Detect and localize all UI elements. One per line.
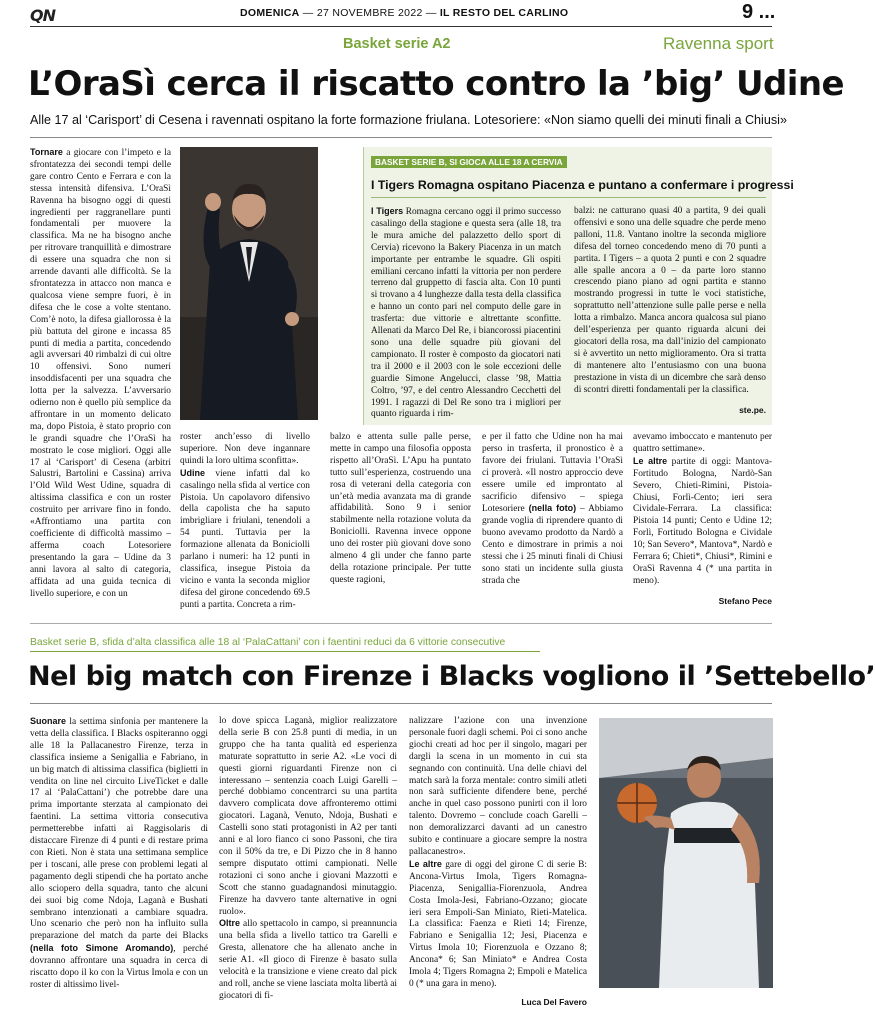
box-lead-word: I Tigers [371,206,404,216]
article1-col5-lead: Le altre [633,455,668,466]
article1-col1-text: a giocare con l’impeto e la sfrontatezza dei secondi tempi delle gare contro Cento e Ferrara e con la stessa intensità difensiva. L’OraSì Ravenna ha bisogno oggi di questi ingredienti per raggranellare punti fondamentali per muovere la classifica. Ma ne ha bisogno anche per ritrovare tranquillità e dimostrare di essere una squadra che non si arrende davanti alle difficoltà. Se la sfrontatezza in attacco non manca e qualcosa viene sempre fuori, è in difesa che le cose a volte stentano. Com’è noto, la difesa giallorossa è la più battuta del girone e incassa 85 punti di media a partita, concedendo agli avversari 40 rimbalzi di cui oltre 10 offensivi. Sono numeri insoddisfacenti per una squadra che lotta per la salvezza. L’avversario odierno non è quello più semplice da affrontare in un momento delicato ma, dopo Pistoia, è stato proprio con le grandi squadre che l’OraSì ha mostrato le cose migliori. Oggi alle 17 al ‘Carisport’ di Cesena (arbitri Salustri, Bartolini e Cassina) arriva l’Old Wild West Udine, squadra di altissima classifica e con un roster costruito per arrivare fino in fondo. «Affrontiamo una partita con coefficiente di difficoltà massimo – afferma coach Lotesoriere presentando la gara – Udine da 3 anni lavora al salto di categoria, affidata ad una guida tecnica di livello superiore, e con un [30,148,171,599]
article1-col2b-text: viene infatti dal ko casalingo nella sfida al vertice con Pistoia. Un capolavoro difensivo della capolista che ha saputo imbrigliare i friulani, tenendoli a 54 punti. Tuttavia per la formazione allenata da Boniciolli parlano i numeri: ha 12 punti in classifica, insegue Pistoia da vicino e vanta la seconda miglior difesa del girone concedendo 69.5 punti a partita. Concreta a rim- [180,468,310,610]
player-photo-graphic [599,718,773,988]
box-column-1 [371,206,561,421]
article1-subtitle: Alle 17 al ‘Carisport’ di Cesena i ravennati ospitano la forte formazione friulana. Lotesoriere: «Non siamo quelli dei minuti finali a Chiusi» [30,113,787,127]
section-label: Basket serie A2 [343,36,451,52]
article2-kicker: Basket serie B, sfida d’alta classifica alle 18 al ‘PalaCattani’ con i faentini reduci da 6 vittorie consecutive [30,637,506,648]
article2-col1b-text: , perché dovranno affrontare una squadra in cerca di riscatto dopo il ko con la Virtus Imola e con un roster di altissimo livel- [30,944,209,990]
article2-col3-lead: Le altre [409,858,442,869]
newspaper-logo: QN [30,6,55,25]
article1-col4a-text: e per il fatto che Udine non ha mai perso in trasferta, il pronostico è a favore dei friulani. Tuttavia l’OraSì ci proverà. «Il nostro approccio deve essere umile ed improntato al sacrificio difensivo – spiega Lotesoriere [482,432,623,515]
article1-headline: L’OraSì cerca il riscatto contro la ’big’ Udine [28,64,844,104]
article1-col5b-text: partite di oggi: Mantova-Fortitudo Bologna, Nardò-San Severo, Chieti-Rimini, Pistoia-Chiusi, Forlì-Cento; ieri sera Cividale-Ferrara. La classifica: Pistoia 14 punti; Cento e Udine 12; Forlì, Fortitudo Bologna e Cividale 10; San Severo*, Mantova*, Nardò e Ferrara 6; Chieti*, Chiusi*, Rimini e OraSì Ravenna 4 (* una partita in meno). [633,456,773,586]
article2-col2-lead: Oltre [219,918,241,929]
dateline-day: DOMENICA [240,7,300,19]
article2-divider [30,703,772,704]
dateline-dash: — [302,7,314,19]
article1-col2-lead: Udine [180,467,206,478]
article2-col2a-text: lo dove spicca Laganà, miglior realizzatore della serie B con 25.8 punti di media, in un gruppo che ha tanta qualità ed esperienza maturate soprattutto in serie A2. «Le voci di questi giorni riguardanti Firenze non ci interessano – sentenzia coach Luigi Garelli – perché dobbiamo concentrarci su una partita davvero complicata dove affronteremo ottimi giocatori. Laganà, Venuto, Ndoja, Bushati e Castelli sono stati protagonisti in A2 per tanti anni e al loro fianco ci sono Passoni, che tira con il 50% da tre, e Di Pizzo che in 8 hanno sempre disputato ottimi campionati. Nelle rotazioni ci sono anche i giovani Mazzotti e Scott che stanno guadagnandosi minutaggio. Firenze ha davvero tante alternative in ogni ruolo». [219,716,397,917]
article1-col3-text: balzo e attenta sulle palle perse, mette in campo una filosofia opposta rispetto all’OraSì. L’Apu ha puntato tutto sull’esperienza, costruendo una rosa di veterani della categoria con un’età media avanzata ma di grande affidabilità. Sono 9 i senior stabilmente nella rotazione voluta da Boniciolli. Ravenna invece oppone uno dei roster più giovani dove sono almeno 4 gli under che fanno parte della rotazione principale. Per tutte queste ragioni, [330,432,471,585]
article1-photo-ref: (nella foto) [528,503,577,514]
article2-column-3 [409,716,587,1009]
article1-divider [30,137,772,138]
article2-photo-ref: (nella foto Simone Aromando) [30,943,174,954]
article1-column-4 [482,432,623,588]
dateline [240,7,568,19]
article1-column-1 [30,147,171,600]
article1-lead-word: Tornare [30,147,63,157]
box-headline: I Tigers Romagna ospitano Piacenza e puntano a confermare i progressi [371,178,794,192]
box-signature: ste.pe. [739,404,766,415]
coach-photo [180,147,318,420]
article2-lead-word: Suonare [30,716,67,726]
article1-col2a-text: roster anch’esso di livello superiore. Non deve ingannare quindi la loro ultima sconfitta». [180,432,310,466]
article2-col1a-text: la settima sinfonia per mantenere la vetta della classifica. I Blacks ospiteranno oggi alle 18 la Pallacanestro Firenze, terza in classifica insieme a Senigallia e Fabriano, in un big match di altissima classifica (biglietti in vendita on line nel circuito LiveTicket e dalle 17 al ‘PalaCattani’) che potrebbe dare una prima importante sterzata al campionato dei faentini. La settima vittoria consecutiva permetterebbe infatti ai Raggisolaris di distaccare Firenze di 4 punti e di restare prima con Rieti. Non è stata una settimana semplice per i toscani, alle prese con problemi legati al pagamento degli stipendi che ha portato anche allo sciopero della squadra, tanto che alcuni dei suoi big come Ndoja, Laganà e Bushati sembrano intenzionati a cambiare squadra. Uno scenario che però non ha influito sulla preparazione del match da parte dei Blacks [30,717,208,942]
box-colA-text: Romagna cercano oggi il primo successo casalingo della stagione e questa sera (alle 18, tra le mura amiche del palazzetto dello sport di Cervia) ricevono la Bakery Piacenza in un match importante per entrambe le squadre. Gli ospiti emiliani cercano infatti la vittoria per non perdere terreno dal gruppetto di fascia alta. Con 10 punti si trovano a 4 lunghezze dalla testa della classifica e hanno un conto pari nel computo delle gare in trasferta: due vittorie e altrettante sconfitte. Allenati da Marco Del Re, i biancorossi piacentini sono una delle squadre più giovani del campionato. Il roster è composto da giocatori nati tra il 2000 e il 2003 con le sole eccezioni delle guardie Simone Angelucci, classe ’98, Mattia Coltro, ’97, e del centro Alessandro Cecchetti del 1991. I ragazzi di Del Re sono tra i migliori per quanto riguarda i rim- [371,207,561,420]
section-divider [30,623,772,624]
section-name: Ravenna sport [663,34,774,53]
box-tag: BASKET SERIE B, SI GIOCA ALLE 18 A CERVIA [371,156,567,168]
article2-signature: Luca Del Favero [521,996,587,1007]
article2-col2b-text: allo spettacolo in campo, si preannuncia una bella sfida a livello tattico tra Garelli e Gresta, allenatore che ha allenato anche in serie A1. «Il gioco di Firenze è basato sulla velocità e la transizione e viene creato dal pick and roll, anche se viene lasciata molta libertà ai giocatori di fi- [219,919,397,1001]
coach-photo-graphic [180,147,318,420]
article2-column-2 [219,716,397,1003]
article1-column-2 [180,432,310,612]
header-divider [30,26,772,27]
article1-col5a-text: avevamo imboccato e mantenuto per quattro settimane». [633,432,772,454]
article2-headline: Nel big match con Firenze i Blacks vogliono il ’Settebello’ [28,661,875,692]
article2-kicker-underline [30,651,540,652]
player-photo [599,718,773,988]
article1-column-3 [330,432,471,587]
article1-col4b-text: – Abbiamo grande voglia di riprendere quanto di buono avevamo prodotto da Nardò a Cento e dimostrare in primis a noi stessi che i 25 minuti finali di Chiusi sono stati un incidente sulla giusta strada che [482,504,624,586]
article2-col3a-text: nalizzare l’azione con una invenzione personale fuori dagli schemi. Poi ci sono anche giochi creati ad hoc per il singolo, magari per dargli la scena in un momento in cui sta segnando con continuità. Una delle chiavi del match sarà la forza mentale: contro simili atleti non sarà sufficiente difendere bene, perché anche in quel caso possono punirti con il loro talento. Dovremo – conclude coach Garelli – non demoralizzarci davanti ad un canestro subito e continuare a giocare sempre la nostra pallacanestro». [409,716,587,857]
dateline-paper: IL RESTO DEL CARLINO [439,7,569,19]
box-colB-text: balzi: ne catturano quasi 40 a partita, 9 dei quali offensivi e sono una delle squadre che perde meno palloni, 11.8. Vantano inoltre la seconda migliore difesa del torneo concedendo meno di 70 punti a partita. I Tigers – a quota 2 punti e con 2 squadre alle spalle ancora a 0 – da parte loro stanno crescendo piano piano ad ogni partita e stanno mostrando progressi in tutte le voci statistiche, soprattutto nell’attenzione sulle palle perse e nella lotta a rimbalzo. Manca ancora qualcosa sul piano dell’esperienza per quanto riguarda alcuni dei giocatori della rosa, ma dall’inizio del campionato si è avvertito un netto miglioramento. Ora si tratta di mantenere alto l’entusiasmo con una buona prestazione in vista di un dicembre che sarà denso di scontri diretti fondamentali per la classifica. [574,206,766,395]
page-number: 9 ... [742,1,776,23]
article1-signature: Stefano Pece [718,595,772,606]
dateline-dash-2: — [425,7,437,19]
article2-column-1 [30,716,208,992]
box-divider [371,197,766,198]
box-column-2 [574,206,766,416]
article2-col3b-text: gare di oggi del girone C di serie B: Ancona-Virtus Imola, Tigers Romagna-Piacenza, Senigallia-Fiorenzuola, Andrea Costa Imola-Jesi, Fabriano-Ozzano; giocate ieri sera Empoli-San Miniato, Rieti-Matelica. La classifica: Faenza e Rieti 14; Firenze, Fabriano e Senigallia 12; Jesi, Piacenza e Virtus Imola 10; Fiorenzuola e Ozzano 8; Ancona* 6; San Miniato* e Andrea Costa Imola 4; Tigers Romagna 2; Empoli e Matelica 0 (* una gara in meno). [409,859,587,989]
article1-column-5 [633,432,772,608]
dateline-date: 27 NOVEMBRE 2022 [316,7,423,19]
